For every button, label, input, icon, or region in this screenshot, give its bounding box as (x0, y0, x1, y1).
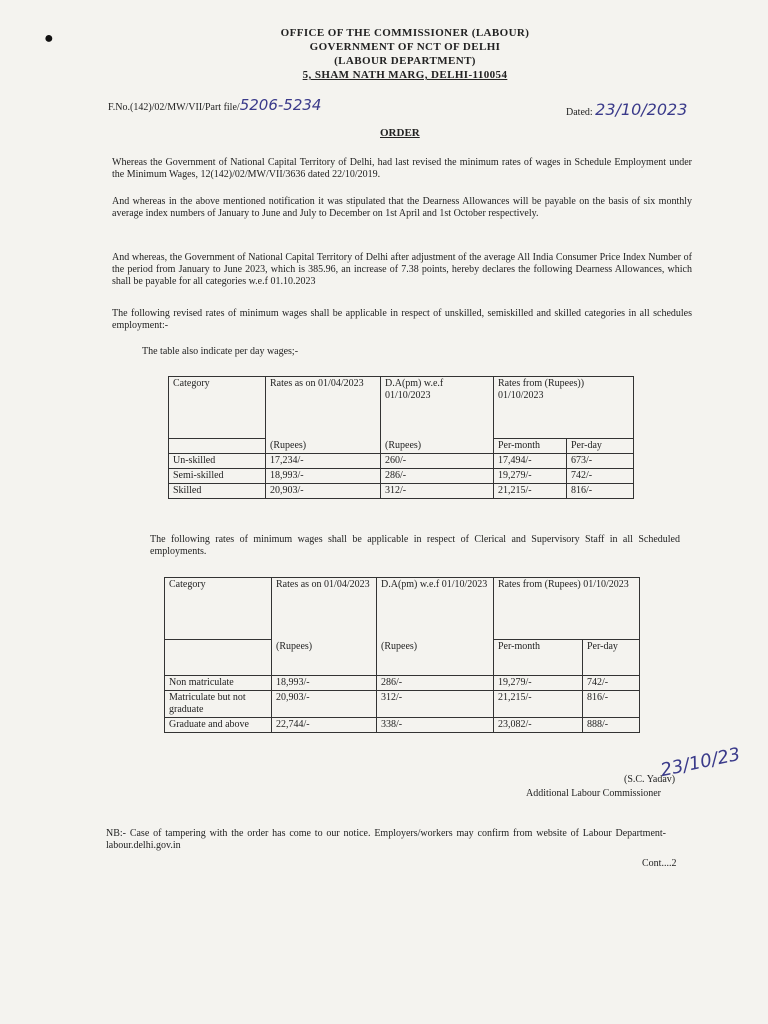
signature-handwritten-date: 23/10/23 (658, 743, 743, 782)
punch-hole-mark: ● (44, 30, 54, 47)
date-label: Dated: (566, 107, 593, 118)
cell-rate: 18,993/- (272, 676, 377, 691)
file-number (108, 96, 321, 114)
table-header-rates-from: Rates from (Rupees)) 01/10/2023 (494, 377, 634, 439)
table-header-per-day: Per-day (567, 439, 634, 454)
table-header-rupees: (Rupees) (381, 439, 494, 454)
file-number-handwritten: 5206-5234 (239, 96, 322, 114)
table-header-blank (169, 439, 266, 454)
cell-da: 312/- (377, 691, 494, 718)
cell-per-day: 673/- (567, 454, 634, 469)
wages-table-skill (168, 376, 634, 499)
table-row (169, 469, 634, 484)
table-row (165, 676, 640, 691)
cell-per-month: 19,279/- (494, 469, 567, 484)
paragraph-3: And whereas, the Government of National Capital Territory of Delhi after adjustment of the average All India Consumer Price Index Number of the period from January to June 2023, which is 385.96, an increase of 7.38 points, hereby declares the following Dearness Allowances, which shall be payable for all categories w.e.f 01.10.2023 (112, 252, 692, 287)
cell-per-month: 17,494/- (494, 454, 567, 469)
cell-category: Graduate and above (165, 718, 272, 733)
cell-category: Skilled (169, 484, 266, 499)
cell-category: Semi-skilled (169, 469, 266, 484)
table-row (169, 484, 634, 499)
cell-rate: 22,744/- (272, 718, 377, 733)
cell-per-month: 19,279/- (494, 676, 583, 691)
letterhead (240, 26, 570, 82)
table-row (165, 691, 640, 718)
letterhead-address: 5, SHAM NATH MARG, DELHI-110054 (302, 69, 508, 81)
cell-per-day: 742/- (567, 469, 634, 484)
cell-category: Matriculate but not graduate (165, 691, 272, 718)
paragraph-4: The following revised rates of minimum wages shall be applicable in respect of unskilled, semiskilled and skilled categories in all schedules employment:- (112, 308, 692, 331)
table-header-per-day: Per-day (583, 640, 640, 676)
table-header-per-month: Per-month (494, 439, 567, 454)
cell-per-month: 21,215/- (494, 484, 567, 499)
table-header-rupees: (Rupees) (266, 439, 381, 454)
paragraph-1: Whereas the Government of National Capital Territory of Delhi, had last revised the minimum rates of wages in Schedule Employment under the Minimum Wages, 12(142)/02/MW/VII/3636 dated 22/10/2019. (112, 157, 692, 180)
paragraph-2: And whereas in the above mentioned notification it was stipulated that the Dearness Allowances will be payable on the basis of six monthly average index numbers of January to June and July to December on 1st April and 1st October respectively. (112, 196, 692, 219)
cell-da: 260/- (381, 454, 494, 469)
cell-category: Non matriculate (165, 676, 272, 691)
cell-da: 286/- (381, 469, 494, 484)
date-line (566, 100, 687, 119)
wages-table-clerical (164, 577, 640, 733)
table-header-da: D.A(pm) w.e.f 01/10/2023 (381, 377, 494, 439)
cell-per-month: 21,215/- (494, 691, 583, 718)
cell-per-day: 888/- (583, 718, 640, 733)
letterhead-department: (LABOUR DEPARTMENT) (334, 55, 476, 67)
paragraph-5: The table also indicate per day wages;- (142, 346, 299, 357)
table-row (169, 454, 634, 469)
table-header-rupees: (Rupees) (272, 640, 377, 676)
cell-rate: 17,234/- (266, 454, 381, 469)
cell-rate: 20,903/- (266, 484, 381, 499)
table-header-rates-from: Rates from (Rupees) 01/10/2023 (494, 578, 640, 640)
cell-category: Un-skilled (169, 454, 266, 469)
table-header-rates: Rates as on 01/04/2023 (266, 377, 381, 439)
signatory-name: (S.C. Yadav) (624, 774, 676, 785)
table-row (165, 718, 640, 733)
continued-marker: Cont....2 (642, 858, 677, 869)
cell-da: 338/- (377, 718, 494, 733)
table-header-rates: Rates as on 01/04/2023 (272, 578, 377, 640)
table-header-rupees: (Rupees) (377, 640, 494, 676)
letterhead-government: GOVERNMENT OF NCT OF DELHI (309, 41, 501, 53)
cell-per-month: 23,082/- (494, 718, 583, 733)
table-header-da: D.A(pm) w.e.f 01/10/2023 (377, 578, 494, 640)
table-header-category: Category (165, 578, 272, 640)
date-handwritten: 23/10/2023 (595, 100, 688, 119)
cell-da: 286/- (377, 676, 494, 691)
cell-rate: 20,903/- (272, 691, 377, 718)
cell-per-day: 742/- (583, 676, 640, 691)
paragraph-6: The following rates of minimum wages shall be applicable in respect of Clerical and Supervisory Staff in all Scheduled employments. (150, 534, 680, 557)
footer-note: NB:- Case of tampering with the order has come to our notice. Employers/workers may confirm from website of Labour Department- labour.delhi.gov.in (106, 828, 666, 851)
cell-per-day: 816/- (583, 691, 640, 718)
signatory-designation: Additional Labour Commissioner (526, 788, 661, 799)
cell-per-day: 816/- (567, 484, 634, 499)
table-header-per-month: Per-month (494, 640, 583, 676)
letterhead-office: OFFICE OF THE COMMISSIONER (LABOUR) (280, 27, 530, 39)
cell-da: 312/- (381, 484, 494, 499)
file-number-label: F.No.(142)/02/MW/VII/Part file/ (108, 102, 240, 113)
table-header-category: Category (169, 377, 266, 439)
cell-rate: 18,993/- (266, 469, 381, 484)
table-header-blank (165, 640, 272, 676)
order-title: ORDER (380, 127, 420, 139)
